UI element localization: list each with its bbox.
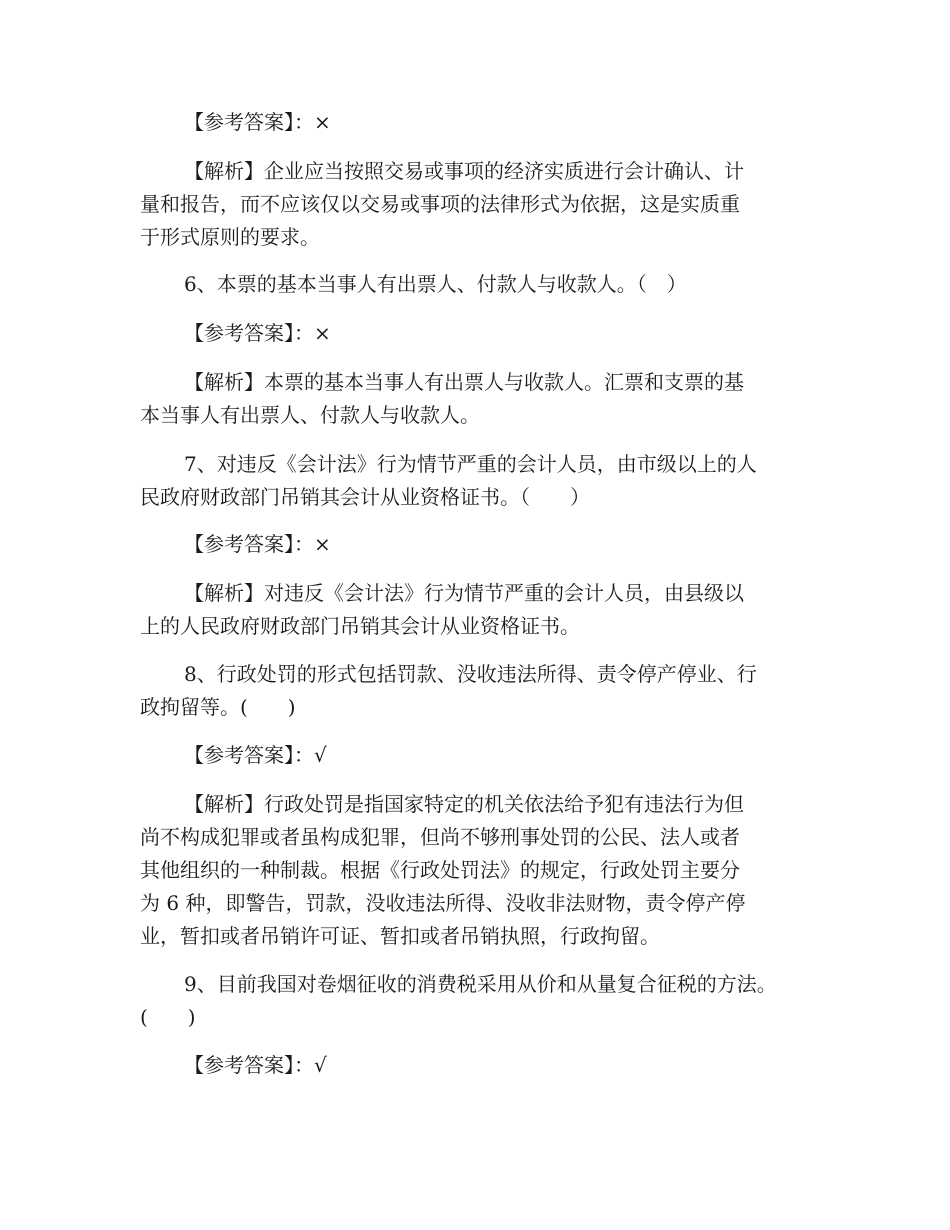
explanation-8 [140, 788, 820, 953]
question-line: ( ) [140, 1005, 196, 1029]
question-8 [140, 658, 820, 724]
answer-6 [140, 317, 820, 350]
question-6 [140, 268, 820, 301]
question-line: 7、对违反《会计法》行为情节严重的会计人员，由市级以上的人 [184, 452, 757, 476]
explanation-line: 尚不构成犯罪或者虽构成犯罪，但尚不够刑事处罚的公民、法人或者 [140, 825, 740, 849]
explanation-6 [140, 366, 820, 432]
answer-line: 【参考答案】：√ [184, 743, 327, 767]
explanation-5 [140, 155, 820, 254]
answer-line: 【参考答案】：× [184, 532, 331, 556]
explanation-line: 为 6 种，即警告，罚款，没收违法所得、没收非法财物，责令停产停 [140, 891, 746, 915]
question-7 [140, 448, 820, 514]
answer-5 [140, 106, 820, 139]
answer-line: 【参考答案】：× [184, 321, 331, 345]
explanation-line: 于形式原则的要求。 [140, 225, 320, 249]
question-line: 政拘留等。( ) [140, 695, 296, 719]
explanation-7 [140, 577, 820, 643]
explanation-line: 其他组织的一种制裁。根据《行政处罚法》的规定，行政处罚主要分 [140, 858, 740, 882]
answer-line: 【参考答案】：√ [184, 1053, 327, 1077]
question-line: 8、行政处罚的形式包括罚款、没收违法所得、责令停产停业、行 [184, 662, 757, 686]
explanation-line: 上的人民政府财政部门吊销其会计从业资格证书。 [140, 614, 580, 638]
explanation-line: 本当事人有出票人、付款人与收款人。 [140, 403, 480, 427]
question-line: 民政府财政部门吊销其会计从业资格证书。（ ） [140, 485, 590, 509]
question-9 [140, 968, 820, 1034]
answer-9 [140, 1049, 820, 1082]
explanation-line: 【解析】对违反《会计法》行为情节严重的会计人员，由县级以 [184, 581, 744, 605]
explanation-line: 【解析】本票的基本当事人有出票人与收款人。汇票和支票的基 [184, 370, 744, 394]
question-line: 9、目前我国对卷烟征收的消费税采用从价和从量复合征税的方法。 [184, 972, 777, 996]
explanation-line: 业，暂扣或者吊销许可证、暂扣或者吊销执照，行政拘留。 [140, 924, 660, 948]
explanation-line: 【解析】行政处罚是指国家特定的机关依法给予犯有违法行为但 [184, 792, 744, 816]
explanation-line: 量和报告，而不应该仅以交易或事项的法律形式为依据，这是实质重 [140, 192, 740, 216]
explanation-line: 【解析】企业应当按照交易或事项的经济实质进行会计确认、计 [184, 159, 744, 183]
answer-7 [140, 528, 820, 561]
question-line: 6、本票的基本当事人有出票人、付款人与收款人。（ ） [184, 272, 687, 296]
answer-8 [140, 739, 820, 772]
answer-line: 【参考答案】：× [184, 110, 331, 134]
